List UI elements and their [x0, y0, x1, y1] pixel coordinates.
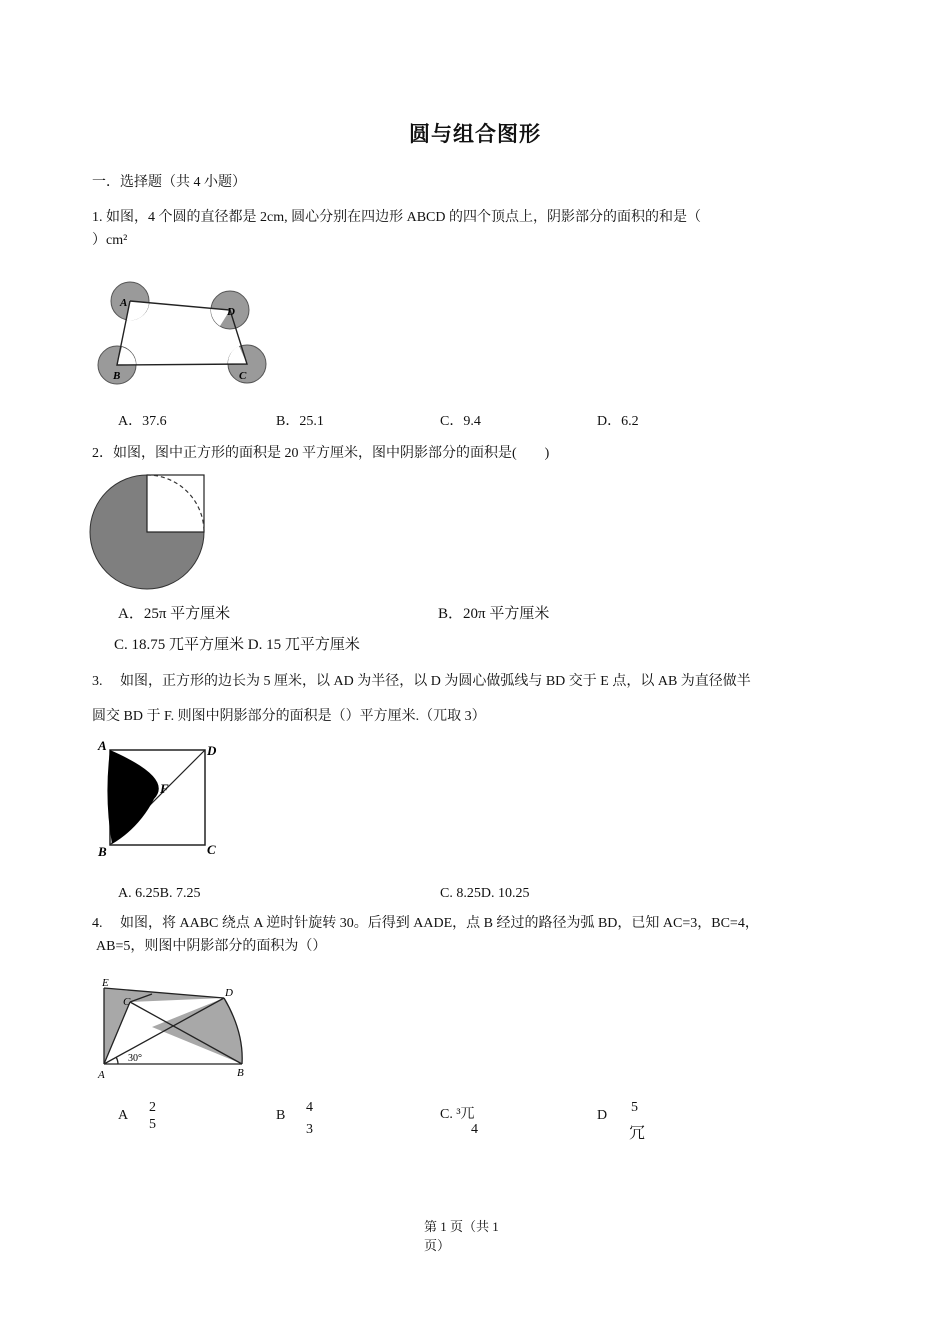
q3-label-e: E [120, 815, 129, 830]
q4-label-a: A [98, 1069, 105, 1081]
question-2-figure [94, 473, 214, 593]
question-3-line-2: 圆交 BD 于 F. 则图中阴影部分的面积是（）平方厘米.（兀取 3） [92, 709, 486, 724]
footer-page-line-2: 页） [424, 1238, 451, 1253]
q4-option-c-denominator: 4 [471, 1122, 478, 1137]
q1-option-a[interactable]: A．37.6 [118, 414, 167, 429]
q3-option-cd[interactable]: C. 8.25D. 10.25 [440, 886, 530, 901]
q3-label-a: A [98, 738, 107, 753]
q4-label-b: B [237, 1067, 244, 1079]
q3-label-b: B [98, 844, 107, 859]
q4-label-c: C [123, 996, 131, 1008]
q1-label-c: C [239, 370, 247, 382]
q1-label-b: B [113, 370, 121, 382]
q4-option-c-prefix[interactable]: C. ³兀 [440, 1107, 475, 1122]
q4-label-e: E [102, 977, 109, 989]
q4-option-d-denominator: 冗 [629, 1125, 646, 1142]
question-1-figure [92, 280, 282, 390]
question-3-line-1: 3. 如图，正方形的边长为 5 厘米，以 AD 为半径，以 D 为圆心做弧线与 BD 交于 E 点，以 AB 为直径做半 [92, 674, 751, 689]
q2-option-a[interactable]: A．25π 平方厘米 [118, 606, 231, 622]
q4-option-a-denominator: 5 [149, 1117, 156, 1132]
q4-option-d-numerator: 5 [631, 1100, 638, 1115]
question-4-line-2: AB=5，则图中阴影部分的面积为（） [96, 939, 327, 954]
q4-label-d: D [225, 987, 233, 999]
q4-option-b-numerator: 4 [306, 1100, 313, 1115]
question-1-text-cont: ）cm² [92, 233, 128, 248]
q3-option-ab[interactable]: A. 6.25B. 7.25 [118, 886, 201, 901]
question-3-figure [94, 738, 234, 858]
q1-label-d: D [227, 306, 235, 318]
question-2-text: 2．如图，图中正方形的面积是 20 平方厘米，图中阴影部分的面积是( ) [92, 446, 550, 461]
q1-option-b[interactable]: B．25.1 [276, 414, 324, 429]
q4-option-b-prefix[interactable]: B [276, 1108, 286, 1123]
question-4-line-1: 4. 如图，将 AABC 绕点 A 逆时针旋转 30。后得到 AADE，点 B 经过的路径为弧 BD，已知 AC=3，BC=4， [92, 916, 759, 931]
q3-label-f: F [160, 781, 169, 796]
question-4-figure [92, 972, 262, 1082]
question-1-text: 1. 如图，4 个圆的直径都是 2cm, 圆心分别在四边形 ABCD 的四个顶点上，阴影部分的面积的和是（ [92, 210, 701, 225]
q2-option-b[interactable]: B．20π 平方厘米 [438, 606, 550, 622]
q3-label-c: C [207, 842, 216, 857]
q1-option-d[interactable]: D．6.2 [597, 414, 639, 429]
q4-option-a-numerator: 2 [149, 1100, 156, 1115]
page-title: 圆与组合图形 [409, 122, 541, 146]
q4-option-b-denominator: 3 [306, 1122, 313, 1137]
q1-label-a: A [120, 297, 128, 309]
q3-label-d: D [207, 743, 217, 758]
q4-option-a-prefix[interactable]: A [118, 1108, 129, 1123]
q2-option-cd[interactable]: C. 18.75 兀平方厘米 D. 15 兀平方厘米 [114, 637, 360, 653]
q4-option-d-prefix[interactable]: D [597, 1108, 608, 1123]
q1-option-c[interactable]: C．9.4 [440, 414, 481, 429]
section-heading: 一．选择题（共 4 小题） [92, 175, 246, 190]
q4-angle-label: 30° [128, 1053, 142, 1064]
footer-page-line-1: 第 1 页（共 1 [424, 1219, 499, 1234]
